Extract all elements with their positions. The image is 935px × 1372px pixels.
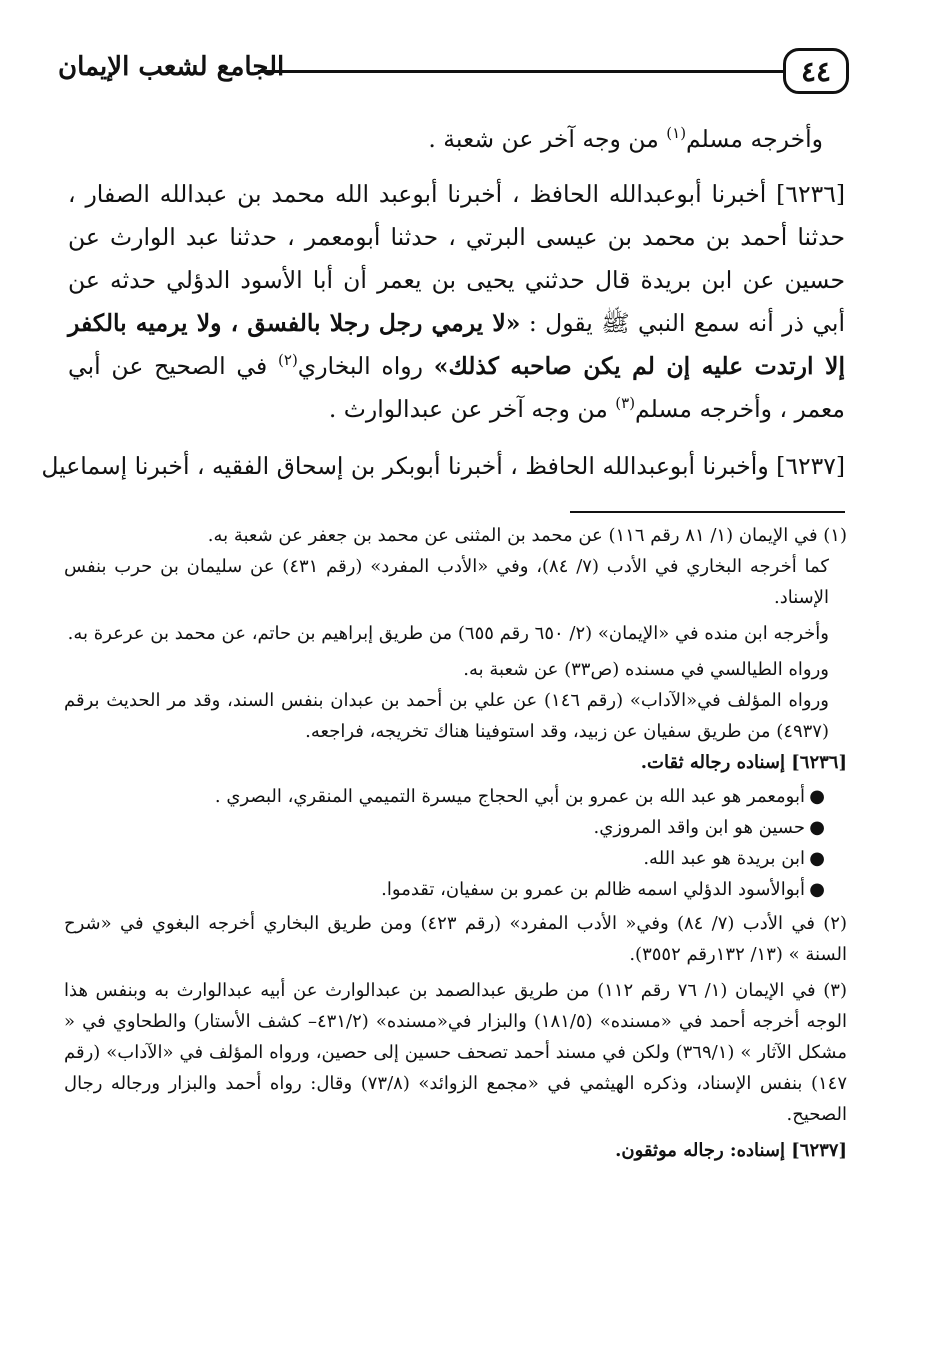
narrator-item: [64, 781, 825, 812]
text-segment: من وجه آخر عن عبدالوارث .: [328, 395, 616, 423]
hadith-matn: «لا يرمي رجل رجلا بالفسق ، ولا يرميه بالكفر إلا ارتدت عليه إن لم يكن صاحبه كذلك»: [68, 309, 845, 380]
isnad-6236-title: [٦٢٣٦] إسناده رجاله ثقات.: [640, 752, 847, 773]
running-title: الجامع لشعب الإيمان: [58, 52, 285, 82]
footnote-3: (٣) في الإيمان (١/ ٧٦ رقم ١١٢) من طريق عبدالصمد بن عبدالوارث عن أبيه عبدالوارث به وبنفس هذا الوجه أخرجه أحمد في «مسنده» (١٨١/٥) والبزار في«مسنده» (٤٣١/٢– كشف الأستار) والطحاوي في « مشكل الآثار » (٣٦٩/١) ولكن في مسند أحمد تصحف حسين إلى حصين، ورواه المؤلف في «الآداب» (رقم ١٤٧) بنفس الإسناد، وذكره الهيثمي في «مجمع الزوائد» (٧٣/٨) وقال: رواه أحمد والبزار ورجاله رجال الصحيح.: [64, 980, 848, 1125]
text-segment: من وجه آخر عن شعبة .: [428, 125, 667, 153]
footnote-1-author: ورواه المؤلف في«الآداب» (رقم ١٤٦) عن علي بن أحمد بن عبدان بنفس السند، وقد مر الحديث برقم (٤٩٣٧) من طريق سفيان عن زبيد، وقد استوفينا هناك تخريجه، فراجعه.: [64, 690, 829, 742]
text-segment: في الصحيح عن أبي معمر ، وأخرجه مسلم: [68, 352, 845, 423]
header-rule: [258, 70, 783, 73]
bullet-icon: ●: [809, 786, 825, 807]
text-segment: وأخرجه مسلم: [686, 125, 823, 153]
narrator-text: أبومعمر هو عبد الله بن عمرو بن أبي الحجاج ميسرة التميمي المنقري، البصري .: [214, 786, 805, 807]
page-number: ٤٤: [783, 48, 849, 94]
narrator-text: ابن بريدة هو عبد الله.: [643, 848, 805, 869]
hadith-entry-6236: [68, 173, 845, 431]
narrator-item: [64, 874, 825, 905]
footnote-1-ibn-mandah: وأخرجه ابن منده في «الإيمان» (٢/ ٦٥٠ رقم ٦٥٥) من طريق إبراهيم بن حاتم، عن محمد بن عرعرة به.: [67, 623, 829, 644]
narrator-item: [64, 843, 825, 874]
footnote-ref-2: (٢): [278, 351, 298, 369]
isnad-text: [٦٢٣٦] أخبرنا أبوعبدالله الحافظ ، أخبرنا أبوعبد الله محمد بن عبدالله الصفار ، حدثنا أحمد بن محمد بن عيسى البرتي ، حدثنا أبومعمر ، حدثنا عبد الوارث عن حسين عن ابن بريدة قال حدثني يحيى بن يعمر أن أبا الأسود الدؤلي حدثه عن أبي ذر أنه سمع النبي ﷺ يقول :: [68, 180, 846, 337]
footnote-2: (٢) في الأدب (٧/ ٨٤) وفي« الأدب المفرد» (رقم ٤٢٣) ومن طريق البخاري أخرجه البغوي في «شرح السنة » (١٣/ ١٣٢رقم ٣٥٥٢).: [64, 913, 847, 965]
page-header: [58, 44, 849, 104]
text-segment: رواه البخاري: [297, 352, 434, 380]
footnote-1-bukhari: كما أخرجه البخاري في الأدب (٧/ ٨٤)، وفي «الأدب المفرد» (رقم ٤٣١) عن سليمان بن حرب بنفس الإسناد.: [64, 556, 829, 608]
paragraph-muslim: [68, 118, 845, 161]
narrator-item: [64, 812, 825, 843]
narrator-list: [64, 781, 847, 905]
isnad-6237-title: [٦٢٣٧] إسناده: رجاله موثقون.: [615, 1140, 847, 1161]
footnote-1-tayalisi: ورواه الطيالسي في مسنده (ص٣٣) عن شعبة به.: [463, 659, 829, 680]
main-text: [41, 118, 846, 488]
bullet-icon: ●: [809, 817, 825, 838]
narrator-text: أبوالأسود الدؤلي اسمه ظالم بن عمرو بن سفيان، تقدموا.: [381, 879, 805, 900]
bullet-icon: ●: [809, 879, 825, 900]
narrator-text: حسين هو ابن واقد المروزي.: [593, 817, 805, 838]
hadith-entry-6237: [٦٢٣٧] وأخبرنا أبوعبدالله الحافظ ، أخبرنا أبوبكر بن إسحاق الفقيه ، أخبرنا إسماعيل: [41, 452, 845, 480]
footnotes: [64, 520, 847, 1166]
footnote-ref-1: (١): [666, 124, 687, 142]
bullet-icon: ●: [809, 848, 825, 869]
footnote-1: (١) في الإيمان (١/ ٨١ رقم ١١٦) عن محمد بن المثنى عن محمد بن جعفر عن شعبة به.: [207, 525, 847, 546]
footnote-ref-3: (٣): [615, 394, 636, 412]
footnote-separator: [570, 511, 845, 513]
